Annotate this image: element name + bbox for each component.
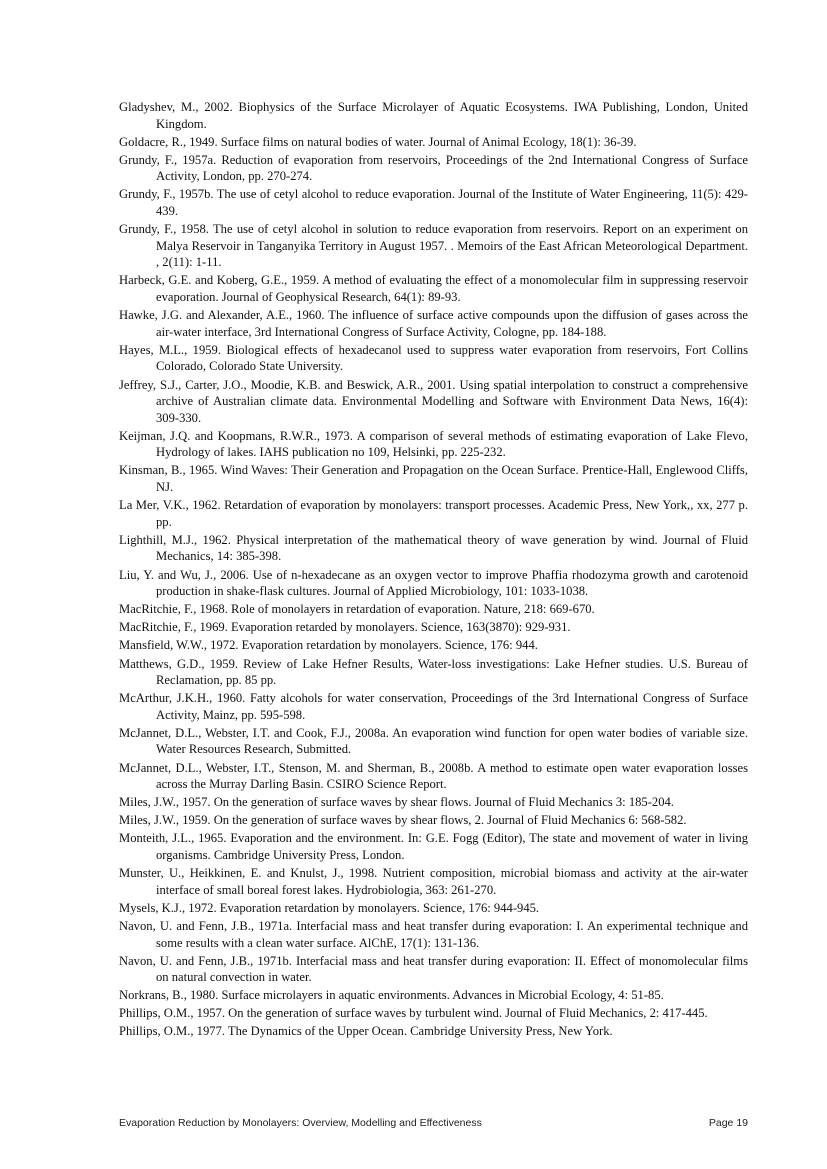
reference-item: Lighthill, M.J., 1962. Physical interpretation of the mathematical theory of wave generation by wind. Journal of Fluid Mechanics, 14: 385-398. bbox=[119, 532, 748, 564]
reference-item: McArthur, J.K.H., 1960. Fatty alcohols for water conservation, Proceedings of the 3rd International Congress of Surface Activity, Mainz, pp. 595-598. bbox=[119, 691, 748, 722]
reference-item: Miles, J.W., 1957. On the generation of surface waves by shear flows. Journal of Fluid Mechanics 3: 185-204. bbox=[119, 795, 674, 810]
reference-item: Gladyshev, M., 2002. Biophysics of the Surface Microlayer of Aquatic Ecosystems. IWA Publishing, London, United Kingdom. bbox=[119, 100, 748, 131]
reference-item: Grundy, F., 1957a. Reduction of evaporation from reservoirs, Proceedings of the 2nd International Congress of Surface Activity, London, pp. 270-274. bbox=[119, 152, 748, 184]
reference-item: Kinsman, B., 1965. Wind Waves: Their Generation and Propagation on the Ocean Surface. Prentice-Hall, Englewood Cliffs, NJ. bbox=[119, 463, 748, 495]
reference-item: Norkrans, B., 1980. Surface microlayers in aquatic environments. Advances in Microbial Ecology, 4: 51-85. bbox=[119, 988, 664, 1003]
reference-item: Hawke, J.G. and Alexander, A.E., 1960. The influence of surface active compounds upon the diffusion of gases across the air-water interface, 3rd International Congress of Surface Activity, Cologne, pp. 184-188. bbox=[119, 308, 748, 339]
reference-list bbox=[119, 99, 748, 1042]
page-number: Page 19 bbox=[708, 1117, 748, 1129]
reference-item: Liu, Y. and Wu, J., 2006. Use of n-hexadecane as an oxygen vector to improve Phaffia rhodozyma growth and carotenoid production in shake-flask cultures. Journal of Applied Microbiology, 101: 1033-1038. bbox=[119, 567, 748, 599]
reference-item: McJannet, D.L., Webster, I.T., Stenson, M. and Sherman, B., 2008b. A method to estimate open water evaporation losses across the Murray Darling Basin. CSIRO Science Report. bbox=[119, 760, 748, 792]
reference-item: Navon, U. and Fenn, J.B., 1971a. Interfacial mass and heat transfer during evaporation: I. An experimental technique and some results with a clean water surface. AlChE, 17(1): 131-136. bbox=[119, 918, 748, 950]
reference-item: Jeffrey, S.J., Carter, J.O., Moodie, K.B. and Beswick, A.R., 2001. Using spatial interpolation to construct a comprehensive archive of Australian climate data. Environmental Modelling and Software with Environment Data News, 16(4): 309-330. bbox=[119, 377, 748, 425]
reference-item: Keijman, J.Q. and Koopmans, R.W.R., 1973. A comparison of several methods of estimating evaporation of Lake Flevo, Hydrology of lakes. IAHS publication no 109, Helsinki, pp. 225-232. bbox=[119, 428, 748, 460]
reference-item: Goldacre, R., 1949. Surface films on natural bodies of water. Journal of Animal Ecology, 18(1): 36-39. bbox=[119, 134, 637, 149]
reference-item: Munster, U., Heikkinen, E. and Knulst, J., 1998. Nutrient composition, microbial biomass and activity at the air-water interface of small boreal forest lakes. Hydrobiologia, 363: 261-270. bbox=[119, 866, 748, 897]
reference-item: MacRitchie, F., 1968. Role of monolayers in retardation of evaporation. Nature, 218: 669-670. bbox=[119, 602, 595, 617]
reference-item: Grundy, F., 1958. The use of cetyl alcohol in solution to reduce evaporation from reservoirs. Report on an experiment on Malya Reservoir in Tanganyika Territory in August 1957. . Memoirs of the East African Meteorological Department. , 2(11): 1-11. bbox=[119, 222, 748, 270]
reference-item: Navon, U. and Fenn, J.B., 1971b. Interfacial mass and heat transfer during evaporation: II. Effect of monomolecular films on natural convection in water. bbox=[119, 953, 748, 985]
reference-item: McJannet, D.L., Webster, I.T. and Cook, F.J., 2008a. An evaporation wind function for open water bodies of variable size. Water Resources Research, Submitted. bbox=[119, 725, 748, 757]
reference-item: Mansfield, W.W., 1972. Evaporation retardation by monolayers. Science, 176: 944. bbox=[119, 638, 538, 653]
reference-item: Mysels, K.J., 1972. Evaporation retardation by monolayers. Science, 176: 944-945. bbox=[119, 900, 540, 915]
reference-item: Grundy, F., 1957b. The use of cetyl alcohol to reduce evaporation. Journal of the Institute of Water Engineering, 11(5): 429-439. bbox=[119, 187, 748, 219]
reference-item: Phillips, O.M., 1977. The Dynamics of the Upper Ocean. Cambridge University Press, New York. bbox=[119, 1024, 613, 1039]
footer-document-title: Evaporation Reduction by Monolayers: Overview, Modelling and Effectiveness bbox=[119, 1117, 482, 1129]
reference-item: Hayes, M.L., 1959. Biological effects of hexadecanol used to suppress water evaporation from reservoirs, Fort Collins Colorado, Colorado State University. bbox=[119, 342, 748, 374]
reference-item: Phillips, O.M., 1957. On the generation of surface waves by turbulent wind. Journal of Fluid Mechanics, 2: 417-445. bbox=[119, 1006, 708, 1021]
reference-item: MacRitchie, F., 1969. Evaporation retarded by monolayers. Science, 163(3870): 929-931. bbox=[119, 620, 571, 635]
page-footer bbox=[119, 1117, 748, 1129]
reference-item: Harbeck, G.E. and Koberg, G.E., 1959. A method of evaluating the effect of a monomolecular film in suppressing reservoir evaporation. Journal of Geophysical Research, 64(1): 89-93. bbox=[119, 273, 748, 305]
reference-item: Miles, J.W., 1959. On the generation of surface waves by shear flows, 2. Journal of Fluid Mechanics 6: 568-582. bbox=[119, 813, 687, 828]
reference-item: La Mer, V.K., 1962. Retardation of evaporation by monolayers: transport processes. Academic Press, New York,, xx, 277 p. pp. bbox=[119, 498, 748, 529]
reference-item: Matthews, G.D., 1959. Review of Lake Hefner Results, Water-loss investigations: Lake Hefner studies. U.S. Bureau of Reclamation, pp. 85 pp. bbox=[119, 656, 748, 688]
reference-item: Monteith, J.L., 1965. Evaporation and the environment. In: G.E. Fogg (Editor), The state and movement of water in living organisms. Cambridge University Press, London. bbox=[119, 831, 748, 863]
